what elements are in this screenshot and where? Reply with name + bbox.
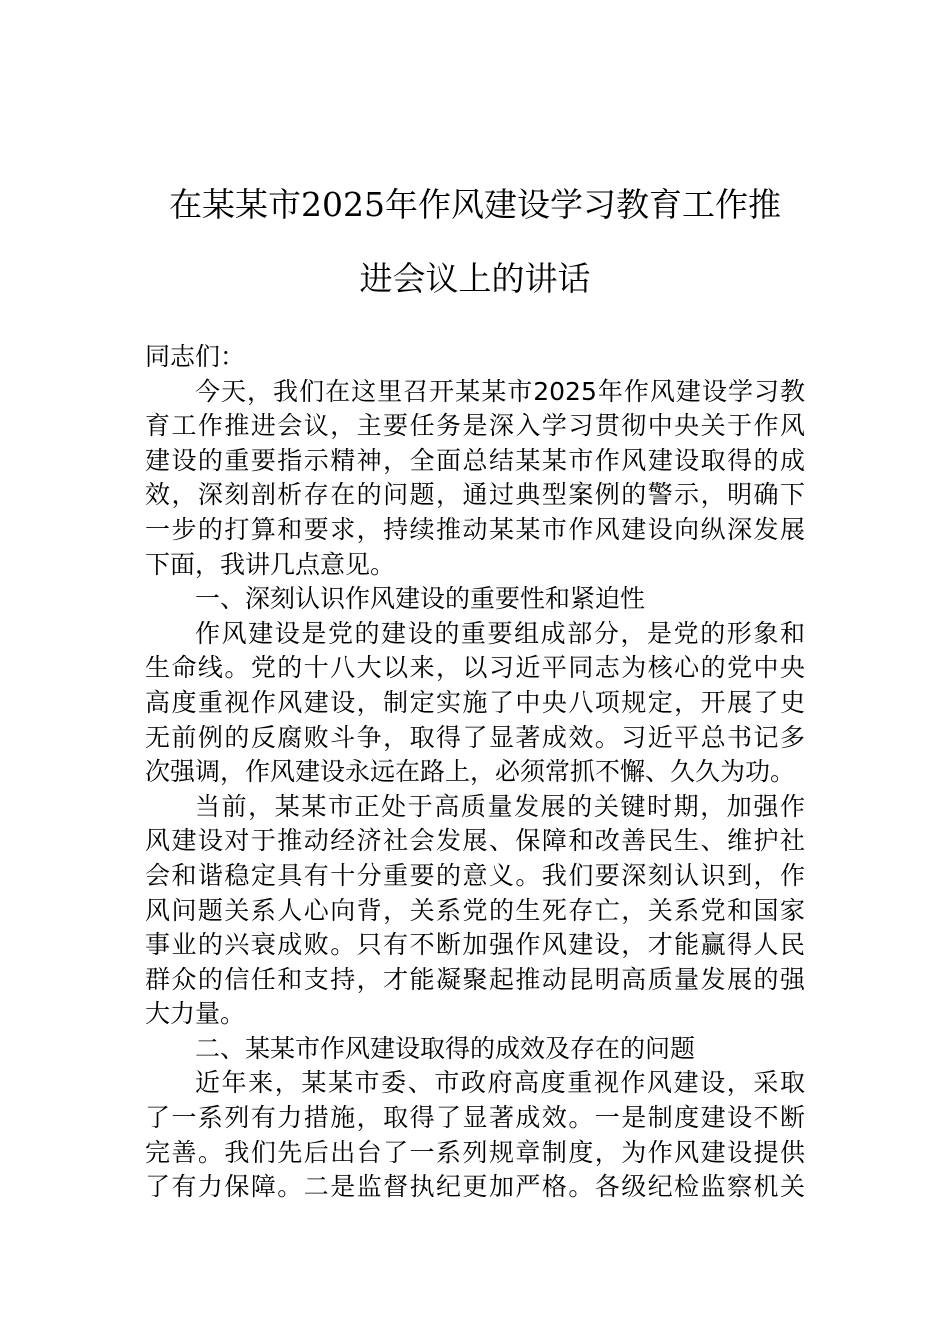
- paragraph-line: 完善。我们先后出台了一系列规章制度，为作风建设提供: [145, 1137, 805, 1167]
- paragraph-line: 一步的打算和要求，持续推动某某市作风建设向纵深发展: [145, 514, 805, 544]
- paragraph-line: 大力量。: [145, 999, 246, 1029]
- section-heading: 二、某某市作风建设取得的成效及存在的问题: [195, 1033, 696, 1063]
- section-heading: 一、深刻认识作风建设的重要性和紧迫性: [195, 584, 646, 614]
- paragraph-line: 会和谐稳定具有十分重要的意义。我们要深刻认识到，作: [145, 860, 805, 890]
- paragraph-line: 风问题关系人心向背，关系党的生死存亡，关系党和国家: [145, 895, 805, 925]
- paragraph-line: 生命线。党的十八大以来，以习近平同志为核心的党中央: [145, 653, 805, 683]
- paragraph-line: 建设的重要指示精神，全面总结某某市作风建设取得的成: [145, 445, 805, 475]
- document-body: [145, 340, 805, 1205]
- paragraph-line: 风建设对于推动经济社会发展、保障和改善民生、维护社: [145, 826, 805, 856]
- paragraph-line: 作风建设是党的建设的重要组成部分，是党的形象和: [195, 618, 805, 648]
- salutation: 同志们：: [145, 342, 246, 371]
- paragraph-line: 下面，我讲几点意见。: [145, 549, 396, 579]
- paragraph-line: 育工作推进会议，主要任务是深入学习贯彻中央关于作风: [145, 411, 805, 441]
- paragraph-line: 了有力保障。二是监督执纪更加严格。各级纪检监察机关: [145, 1172, 805, 1202]
- paragraph-line: 今天，我们在这里召开某某市2025年作风建设学习教: [195, 376, 805, 406]
- document-title: [120, 168, 830, 316]
- paragraph-line: 效，深刻剖析存在的问题，通过典型案例的警示，明确下: [145, 480, 805, 510]
- paragraph-line: 无前例的反腐败斗争，取得了显著成效。习近平总书记多: [145, 722, 805, 752]
- paragraph-line: 群众的信任和支持，才能凝聚起推动昆明高质量发展的强: [145, 964, 805, 994]
- paragraph-line: 了一系列有力措施，取得了显著成效。一是制度建设不断: [145, 1103, 805, 1133]
- paragraph-line: 高度重视作风建设，制定实施了中央八项规定，开展了史: [145, 687, 805, 717]
- title-line: 在某某市2025年作风建设学习教育工作推: [169, 185, 781, 224]
- paragraph-line: 近年来，某某市委、市政府高度重视作风建设，采取: [195, 1068, 805, 1098]
- paragraph-line: 次强调，作风建设永远在路上，必须常抓不懈、久久为功。: [145, 757, 796, 787]
- title-line: 进会议上的讲话: [359, 259, 591, 298]
- paragraph-line: 当前，某某市正处于高质量发展的关键时期，加强作: [195, 791, 805, 821]
- paragraph-line: 事业的兴衰成败。只有不断加强作风建设，才能赢得人民: [145, 930, 805, 960]
